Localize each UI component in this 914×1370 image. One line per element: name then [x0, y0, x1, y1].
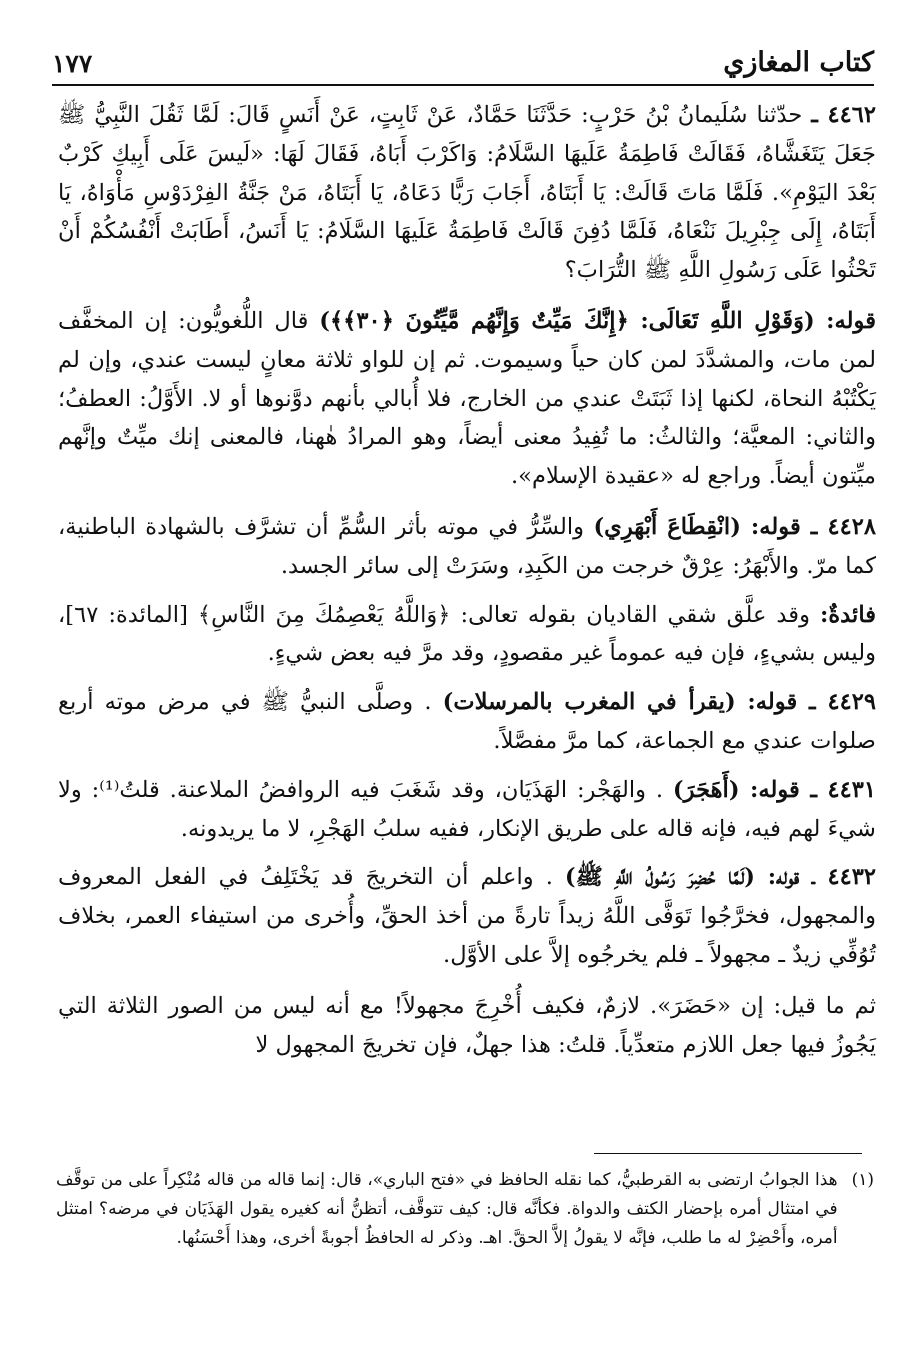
page-header — [52, 28, 874, 86]
paragraph-lead: ٤٤٢٨ ـ قوله: (انْقِطَاعَ أَبْهَرِي) — [593, 513, 876, 540]
book-title: كتاب المغازي — [723, 47, 874, 78]
paragraph-lead: قوله: (وَقَوْلِ اللَّهِ تَعَالَى: ﴿إِنَّكَ مَيِّتٌ وَإِنَّهُم مَّيِّتُونَ ﴿٣٠﴾﴾) — [319, 307, 876, 334]
paragraph-lead: ٤٤٣٢ ـ قوله: (لَمَّا حُضِرَ رَسُولُ اللَّهِ ﷺ) — [564, 864, 876, 891]
benefit-note — [58, 596, 876, 674]
paragraph-lead: ٤٤٦٢ ـ — [811, 102, 876, 128]
footnote-number: (١) — [851, 1170, 874, 1190]
paragraph-text: ثم ما قيل: إن «حَضَرَ». لازمٌ، فكيف أُخْرِجَ مجهولاً! مع أنه ليس من الصور الثلاثة التي يَجُوزُ فيها جعل اللازم متعدِّياً. قلتُ: هذا جهلٌ، فإن تخريجَ المجهول لا — [58, 992, 876, 1058]
hadith-4462 — [58, 96, 876, 290]
paragraph-text: حدّثنا سُلَيمانُ بْنُ حَرْبٍ: حَدَّثَنَا حَمَّادٌ، عَنْ ثَابِتٍ، عَنْ أَنَسٍ قَالَ: لَمَّا ثَقُلَ النَّبِيُّ ﷺ جَعَلَ يَتَغَشَّاهُ، فَقَالَتْ فَاطِمَةُ عَلَيهَا السَّلَامُ: وَاكَرْبَ أَبَاهُ، فَقَالَ لَهَا: «لَيسَ عَلَى أَبِيكِ كَرْبٌ بَعْدَ اليَوْمِ». فَلَمَّا مَاتَ قَالَتْ: يَا أَبَتَاهُ، أَجَابَ رَبًّا دَعَاهُ، يَا أَبَتَاهُ، مَنْ جَنَّةُ الفِرْدَوْسِ مَأْوَاهُ، يَا أَبَتَاهُ، إِلَى جِبْرِيلَ نَنْعَاهُ، فَلَمَّا دُفِنَ قَالَتْ فَاطِمَةُ عَلَيهَا السَّلَامُ: يَا أَنَسُ، أَطَابَتْ أَنْفُسُكُمْ أَنْ تَحْثُوا عَلَى رَسُولِ اللَّهِ ﷺ التُّرَابَ؟ — [58, 102, 876, 284]
paragraph-lead: ٤٤٢٩ ـ قوله: (يقرأ في المغرب بالمرسلات) — [442, 689, 877, 716]
commentary-continuation — [58, 987, 876, 1065]
footnote-text: هذا الجوابُ ارتضى به القرطبيُّ، كما نقله الحافظ في «فتح الباري»، قال: إنما قاله من قاله مُنْكِراً على من توقَّف في امتثال أمره بإحضار الكتف والدواة. فكأنَّه قال: كيف تتوقَّف، أتظنُّ أنه كغيره يقول الهَذَيَان في مرضه؟ امتثل أمره، وأَحْضِرْ له ما طلب، فإنَّه لا يقولُ إلاَّ الحقَّ. اهـ. وذكر له الحافظُ أجوبةً أخرى، وهذا أَحْسَنُها. — [56, 1170, 838, 1248]
paragraph-text: وقد علَّق شقي القاديان بقوله تعالى: ﴿وَاللَّهُ يَعْصِمُكَ مِنَ النَّاسِ﴾ [المائدة: ٦٧]، وليس بشيءٍ، فإن فيه عموماً غير مقصودٍ، وقد مرَّ فيه بعض شيءٍ. — [58, 601, 876, 667]
commentary-verse — [58, 302, 876, 496]
paragraph-lead: ٤٤٣١ ـ قوله: (أَهَجَرَ) — [672, 776, 876, 803]
commentary-4428 — [58, 508, 876, 586]
paragraph-text: . واعلم أن التخريجَ قد يَخْتَلِفُ في الفعل المعروف والمجهول، فخرَّجُوا تَوَفَّى اللَّهُ زيداً تارةً من أخذ الحقِّ، وأُخرى من استيفاء العمر، بخلاف تُوُفِّي زيدٌ ـ مجهولاً ـ فلم يخرجُوه إلاَّ على الأوَّل. — [58, 864, 876, 968]
commentary-4431 — [58, 771, 876, 849]
paragraph-text: . والهَجْر: الهَذَيَان، وقد شَغَبَ فيه الروافضُ الملاعنة. قلتُ⁽¹⁾: ولا شيءَ لهم فيه، فإنه قاله على طريق الإنكار، ففيه سلبُ الهَجْرِ، لا ما يريدونه. — [58, 776, 876, 842]
footnote — [56, 1166, 874, 1253]
paragraph-lead: فائدةٌ: — [820, 601, 877, 628]
commentary-4429 — [58, 683, 876, 761]
paragraph-text: والسِّرُّ في موته بأثر السُّمِّ أن تشرَّف بالشهادة الباطنية، كما مرّ. والأَبْهَرُ: عِرْقٌ خرجت من الكَبِدِ، وسَرَتْ إلى سائر الجسد. — [58, 513, 876, 579]
paragraph-text: قال اللُّغويُّون: إن المخفَّف لمن مات، والمشدَّدَ لمن كان حياً وسيموت. ثم إن للواو ثلاثة معانٍ ليست عندي، وإن لم يَكْتُبْهُ النحاة، لكنها إذا ثَبَتَتْ عندي من الخارج، فلا أُبالي بأنهم دوَّنوها أو لا. الأَوَّلُ: العطفُ؛ والثاني: المعيَّة؛ والثالثُ: ما تُفِيدُ معنى أيضاً، وهو المرادُ هٰهنا، فالمعنى إنك ميِّتٌ وإنَّهم ميِّتون أيضاً. وراجع له «عقيدة الإسلام». — [58, 307, 876, 490]
commentary-4432 — [58, 858, 876, 974]
paragraph-text: . وصلَّى النبيُّ ﷺ في مرض موته أربع صلوات عندي مع الجماعة، كما مرَّ مفصَّلاً. — [58, 689, 876, 754]
page-number: ١٧٧ — [52, 49, 93, 78]
main-text — [58, 96, 876, 1076]
footnote-divider — [594, 1153, 862, 1154]
